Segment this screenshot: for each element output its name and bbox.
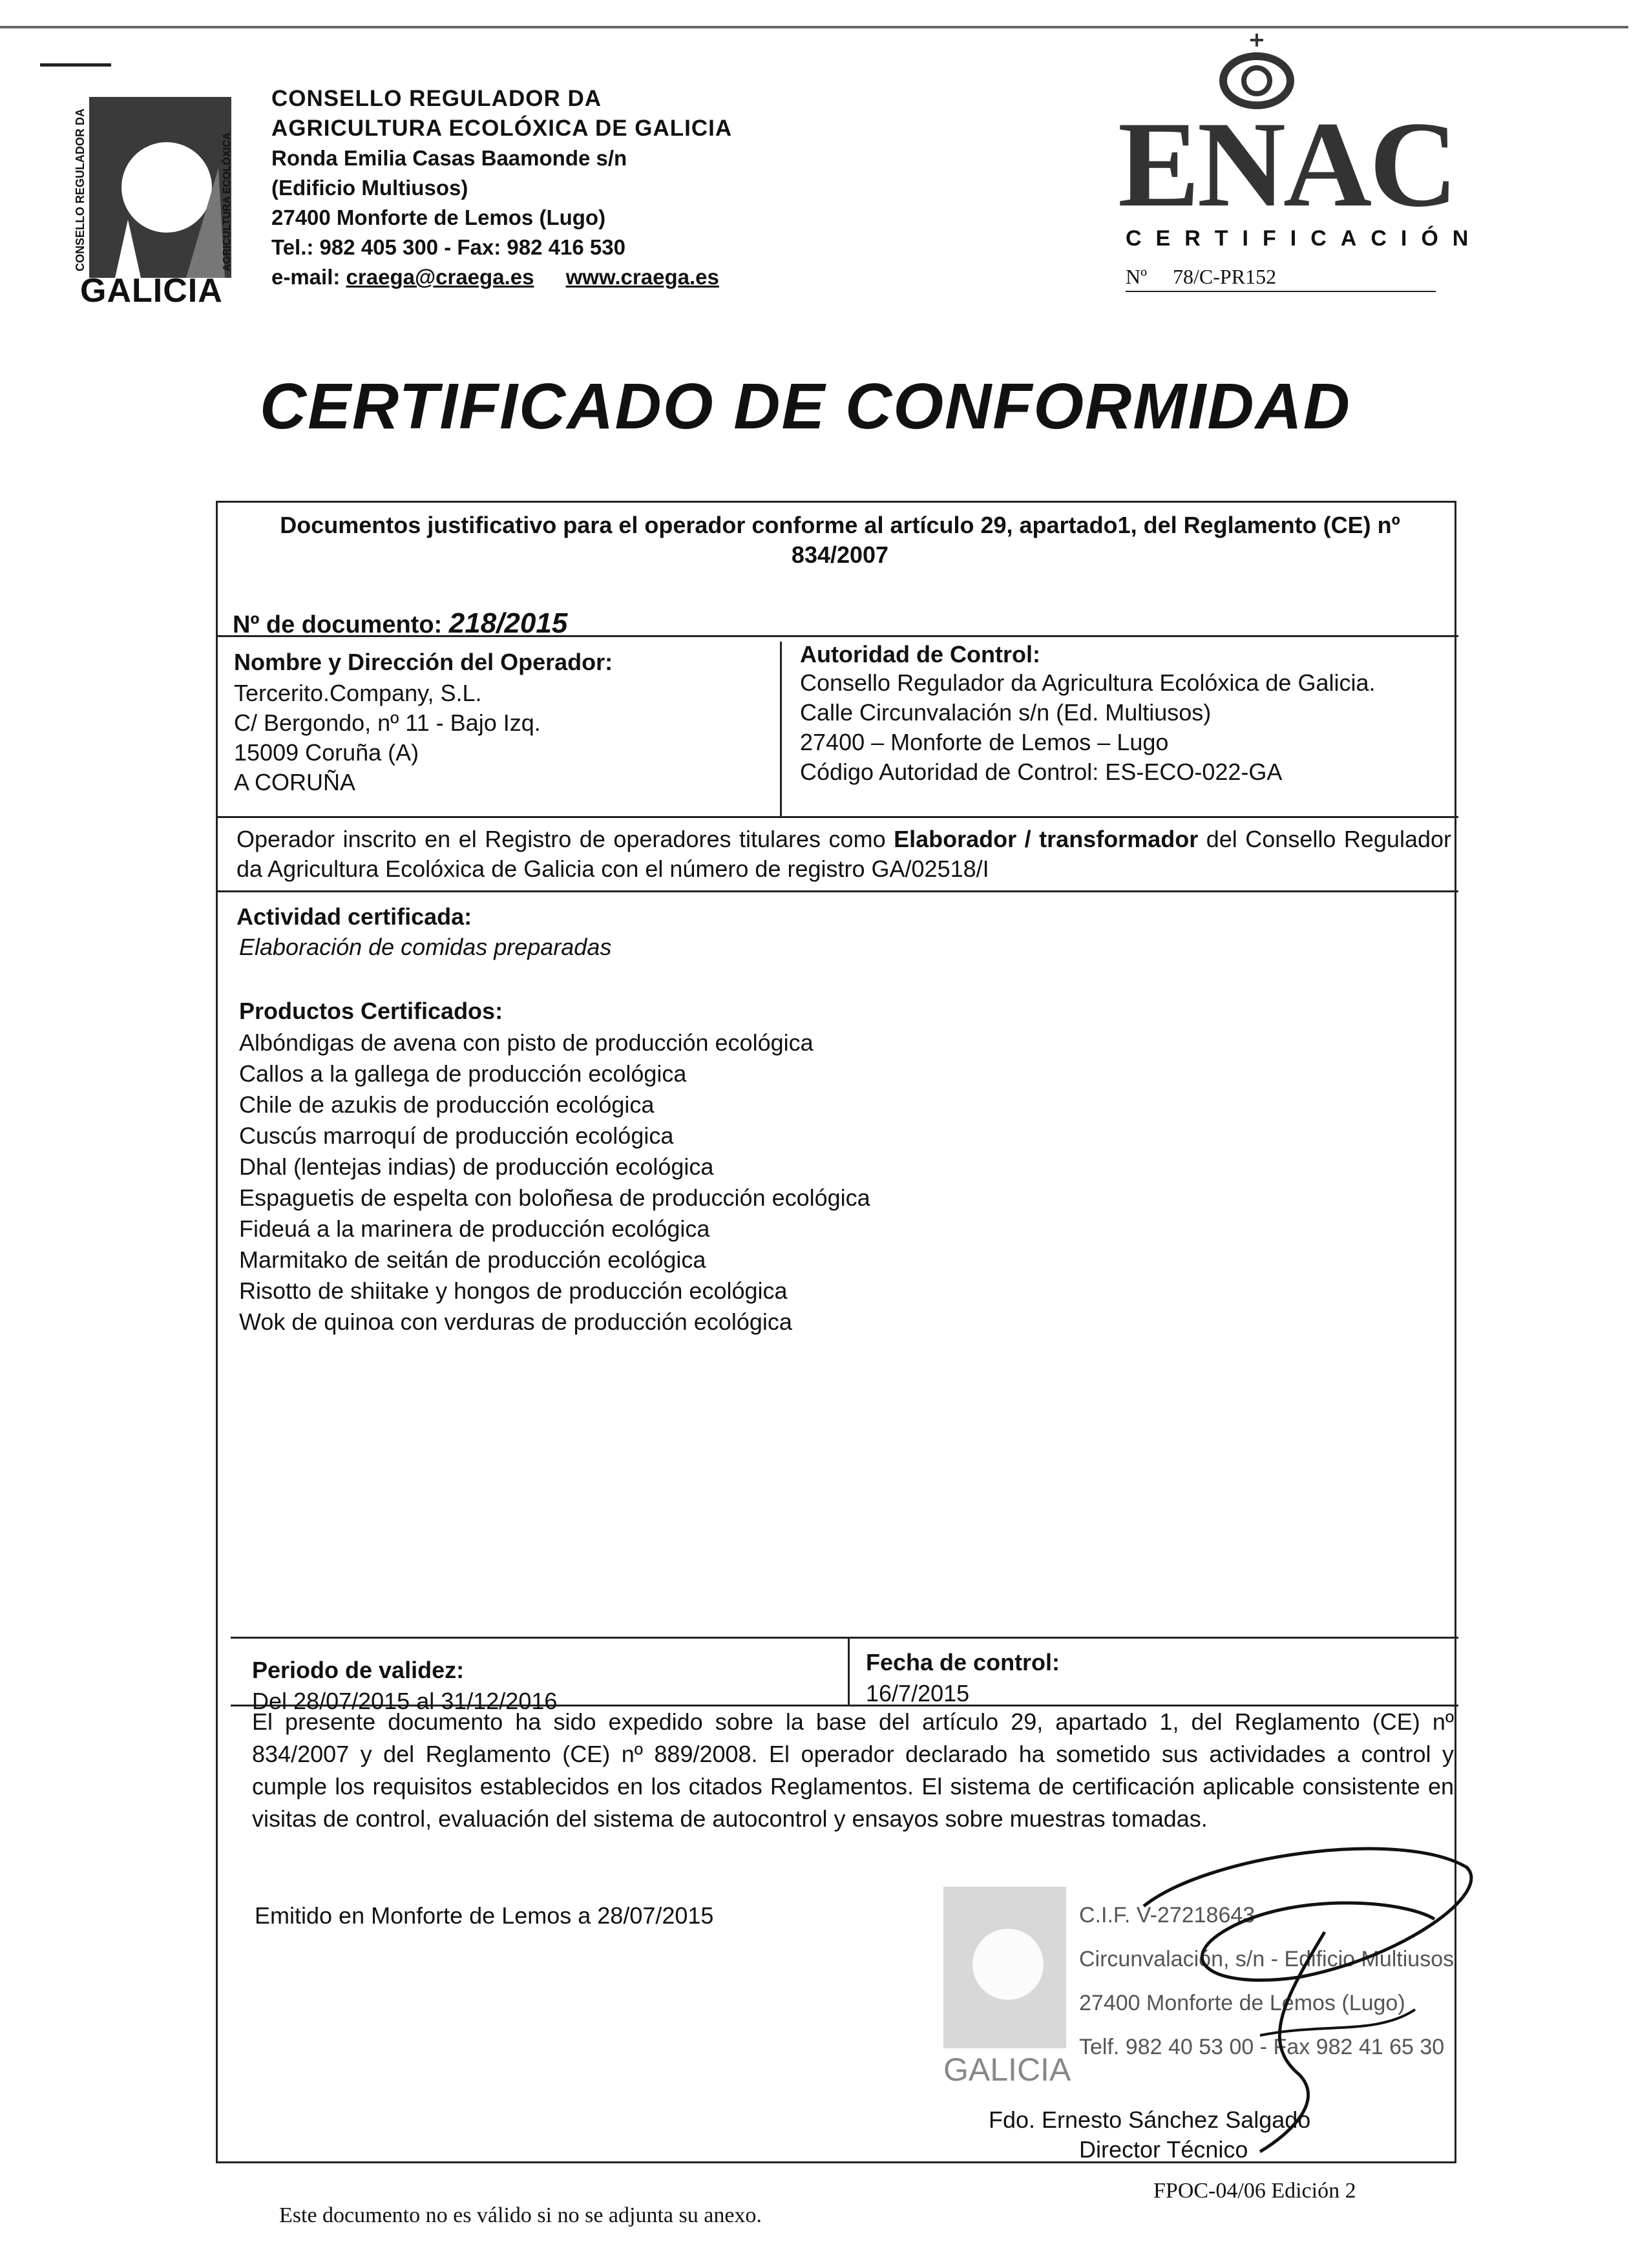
- org-name-2: AGRICULTURA ECOLÓXICA DE GALICIA: [271, 116, 733, 141]
- top-rule: [0, 26, 1628, 28]
- products-list: [239, 1027, 870, 1338]
- operator-line: C/ Bergondo, nº 11 - Bajo Izq.: [234, 709, 541, 736]
- product-item: Albóndigas de avena con pisto de producción ecológica: [239, 1029, 814, 1056]
- validity-value: Del 28/07/2015 al 31/12/2016: [252, 1688, 558, 1714]
- divider-period-date: [848, 1639, 850, 1706]
- logo-galicia-word: GALICIA: [80, 272, 223, 310]
- document-number: [233, 607, 567, 640]
- enac-number-value: 78/C-PR152: [1173, 265, 1277, 288]
- product-item: Espaguetis de espelta con boloñesa de producción ecológica: [239, 1184, 870, 1211]
- document-number-label: Nº de documento:: [233, 611, 443, 638]
- product-item: Fideuá a la marinera de producción ecológica: [239, 1215, 710, 1242]
- org-address-2: (Edificio Multiusos): [271, 176, 468, 200]
- registry-text-post: del Consello Regulador da Agricultura Ecolóxica de Galicia con el número de registro GA/02518/I: [236, 826, 1451, 882]
- org-header: [271, 84, 732, 292]
- justification-text: Documentos justificativo para el operador conforme al artículo 29, apartado1, del Reglamento (CE) nº 834/2007: [280, 512, 1400, 568]
- product-item: Risotto de shiitake y hongos de producción ecológica: [239, 1277, 788, 1304]
- enac-number-label: Nº: [1126, 265, 1148, 288]
- corner-mark: [40, 63, 111, 67]
- signatory-role: Director Técnico: [1079, 2136, 1248, 2163]
- org-phone: Tel.: 982 405 300 - Fax: 982 416 530: [271, 235, 625, 259]
- enac-logo-word: ENAC: [1118, 97, 1456, 233]
- activity-value: Elaboración de comidas preparadas: [239, 934, 612, 960]
- email-label: e-mail:: [271, 265, 341, 289]
- product-item: Dhal (lentejas indias) de producción ecológica: [239, 1153, 714, 1180]
- org-contact-line: [271, 262, 732, 292]
- org-address-1: Ronda Emilia Casas Baamonde s/n: [271, 146, 627, 170]
- org-address-3: 27400 Monforte de Lemos (Lugo): [271, 205, 606, 229]
- stamp-address: Circunvalación, s/n - Edificio Multiusos: [1079, 1947, 1455, 1971]
- registry-operator-type: Elaborador / transformador: [894, 826, 1199, 852]
- stamp-word: GALICIA: [943, 2052, 1071, 2088]
- products-label: Productos Certificados:: [239, 998, 503, 1024]
- authority-address: [800, 668, 1440, 787]
- operator-line: 15009 Coruña (A): [234, 739, 419, 766]
- divider-period-top: [231, 1637, 1458, 1639]
- legal-statement: El presente documento ha sido expedido sobre la base del artículo 29, apartado 1, del Reglamento (CE) nº 834/2007 y del Reglamento (CE) nº 889/2008. El operador declarado ha sometido sus actividades a control y cumple los requisitos establecidos en los citados Reglamentos. El sistema de certificación aplicable consistente en visitas de control, evaluación del sistema de autocontrol y ensayos sobre muestras tomadas.: [252, 1708, 1454, 1832]
- authority-line: Código Autoridad de Control: ES-ECO-022-GA: [800, 759, 1283, 785]
- validity-label: Periodo de validez:: [252, 1657, 465, 1683]
- stamp-city: 27400 Monforte de Lemos (Lugo): [1079, 1991, 1405, 2015]
- activity-label: Actividad certificada:: [236, 903, 472, 930]
- authority-line: Calle Circunvalación s/n (Ed. Multiusos): [800, 699, 1212, 726]
- divider-registry-top: [218, 816, 1458, 818]
- enac-number: [1126, 265, 1276, 289]
- authority-label: Autoridad de Control:: [800, 641, 1040, 667]
- product-item: Callos a la gallega de producción ecológica: [239, 1060, 687, 1087]
- logo-vertical-left: CONSELLO REGULADOR DA: [74, 109, 87, 271]
- stamp-cif: C.I.F. V-27218643: [1079, 1903, 1255, 1927]
- stamp-phone: Telf. 982 40 53 00 - Fax 982 41 65 30: [1079, 2035, 1445, 2059]
- operator-address: [234, 678, 541, 797]
- enac-underline: [1126, 291, 1436, 292]
- signatory-name: Fdo. Ernesto Sánchez Salgado: [989, 2106, 1311, 2133]
- authority-line: 27400 – Monforte de Lemos – Lugo: [800, 729, 1169, 755]
- document-title: CERTIFICADO DE CONFORMIDAD: [260, 370, 1352, 443]
- product-item: Marmitako de seitán de producción ecológica: [239, 1246, 706, 1273]
- org-name-1: CONSELLO REGULADOR DA: [271, 86, 602, 111]
- registry-text-pre: Operador inscrito en el Registro de operadores titulares como: [236, 826, 894, 852]
- control-date-label: Fecha de control:: [866, 1649, 1060, 1675]
- divider-registry-bottom: [218, 890, 1458, 892]
- control-date-value: 16/7/2015: [866, 1680, 970, 1706]
- product-item: Chile de azukis de producción ecológica: [239, 1091, 655, 1118]
- enac-certification: CERTIFICACIÓN: [1126, 226, 1483, 251]
- web-link[interactable]: www.craega.es: [565, 265, 719, 289]
- authority-line: Consello Regulador da Agricultura Ecolóxica de Galicia.: [800, 669, 1376, 696]
- form-code: FPOC-04/06 Edición 2: [1153, 2179, 1356, 2203]
- document-number-value: 218/2015: [448, 607, 568, 639]
- operator-label: Nombre y Dirección del Operador:: [234, 649, 613, 675]
- operator-line: A CORUÑA: [234, 769, 356, 795]
- divider-operator-authority: [780, 642, 782, 816]
- footer-note: Este documento no es válido si no se adjunta su anexo.: [279, 2203, 762, 2227]
- product-item: Wok de quinoa con verduras de producción ecológica: [239, 1308, 792, 1335]
- email-link[interactable]: craega@craega.es: [346, 265, 534, 289]
- logo-vertical-right: AGRICULTURA ECOLÓXICA: [222, 132, 233, 271]
- issued-place-date: Emitido en Monforte de Lemos a 28/07/2015: [255, 1902, 714, 1929]
- operator-line: Tercerito.Company, S.L.: [234, 680, 482, 706]
- registry-statement: [236, 824, 1451, 884]
- product-item: Cuscús marroquí de producción ecológica: [239, 1122, 674, 1149]
